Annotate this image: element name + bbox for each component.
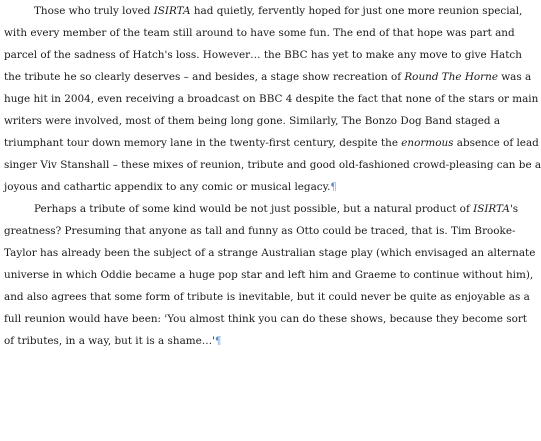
text-run: parcel of the sadness of Hatch's loss. However… the BBC has yet to make any move to give Hatch — [4, 49, 522, 61]
text-line — [4, 176, 500, 198]
text-line — [4, 264, 534, 286]
text-line — [4, 66, 532, 88]
paragraph-mark-icon: ¶ — [330, 182, 337, 193]
text-run: joyous and cathartic appendix to any comic or musical legacy. — [4, 181, 331, 193]
italic-text: Round The Horne — [404, 71, 498, 83]
text-run: was a — [497, 71, 532, 83]
text-run: 's — [509, 203, 519, 215]
italic-text: ISIRTA — [473, 203, 510, 215]
text-run: had quietly, fervently hoped for just one more reunion special, — [190, 5, 523, 17]
text-line — [4, 220, 516, 242]
text-line — [4, 286, 530, 308]
text-run: triumphant tour down memory lane in the twenty-first century, despite the — [4, 137, 402, 149]
text-run: universe in which Oddie became a huge pop star and left him and Graeme to continue without him), — [4, 269, 534, 281]
text-line — [4, 308, 527, 330]
text-run: writers were involved, most of them being long gone. Similarly, The Bonzo Dog Band staged a — [4, 115, 501, 127]
text-run: of tributes, in a way, but it is a shame…' — [4, 335, 216, 347]
text-line — [34, 198, 519, 220]
text-run: and also agrees that some form of tribute is inevitable, but it could never be quite as enjoyable as a — [4, 291, 530, 303]
text-line — [4, 44, 522, 66]
text-run: Perhaps a tribute of some kind would be not just possible, but a natural product of — [34, 203, 474, 215]
text-line — [4, 242, 536, 264]
text-line — [4, 154, 541, 176]
text-run: greatness? Presuming that anyone as tall and funny as Otto could be traced, that is. Tim Brooke- — [4, 225, 516, 237]
text-run: Taylor has already been the subject of a strange Australian stage play (which envisaged an alternate — [4, 247, 536, 259]
text-line — [4, 132, 539, 154]
text-run: the tribute he so clearly deserves – and besides, a stage show recreation of — [4, 71, 405, 83]
italic-text: ISIRTA — [153, 5, 191, 17]
text-run: singer Viv Stanshall – these mixes of reunion, tribute and good old-fashioned crowd-pleasing can be a — [4, 159, 541, 171]
text-run: Those who truly loved — [34, 5, 154, 17]
paragraph-mark-icon: ¶ — [215, 336, 222, 347]
text-run: huge hit in 2004, even receiving a broadcast on BBC 4 despite the fact that none of the stars or main — [4, 93, 539, 105]
text-run: with every member of the team still around to have some fun. The end of that hope was part and — [4, 27, 515, 39]
text-line — [4, 330, 500, 352]
text-line — [4, 110, 500, 132]
text-line — [34, 0, 523, 22]
text-run: absence of lead — [453, 137, 539, 149]
text-line — [4, 88, 539, 110]
text-run: full reunion would have been: 'You almost think you can do these shows, because they become sort — [4, 313, 527, 325]
italic-text: enormous — [401, 137, 454, 149]
text-line — [4, 22, 515, 44]
